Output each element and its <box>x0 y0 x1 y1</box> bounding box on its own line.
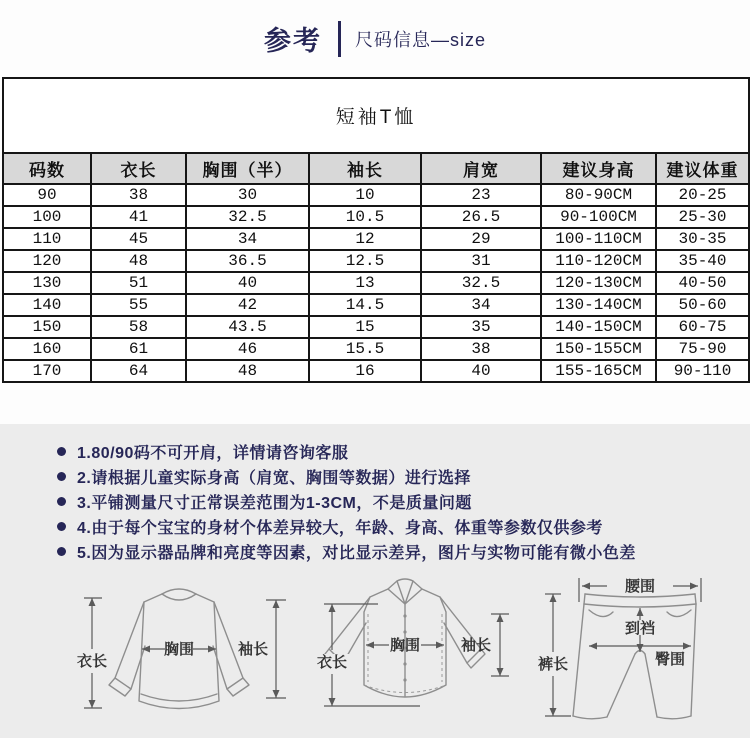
size-cell: 150-155CM <box>541 338 656 360</box>
pants-waist-label: 腰围 <box>624 578 656 595</box>
measurement-diagrams <box>0 570 750 738</box>
size-cell: 38 <box>91 184 186 206</box>
note-item <box>57 514 750 539</box>
note-text: 1.80/90码不可开肩，详情请咨询客服 <box>77 445 349 462</box>
table-row <box>3 316 749 338</box>
pants-diagram-icon <box>523 570 748 738</box>
table-header-row <box>3 153 749 184</box>
size-cell: 90 <box>3 184 91 206</box>
size-cell: 43.5 <box>186 316 309 338</box>
size-cell: 140-150CM <box>541 316 656 338</box>
size-cell: 110-120CM <box>541 250 656 272</box>
note-item <box>57 439 750 464</box>
note-item <box>57 464 750 489</box>
size-cell: 100 <box>3 206 91 228</box>
note-text: 4.由于每个宝宝的身材个体差异较大，年龄、身高、体重等参数仅供参考 <box>77 520 603 537</box>
table-row <box>3 360 749 382</box>
size-cell: 35 <box>421 316 541 338</box>
size-cell: 155-165CM <box>541 360 656 382</box>
size-cell: 42 <box>186 294 309 316</box>
bullet-icon <box>57 522 66 531</box>
size-cell: 34 <box>186 228 309 250</box>
size-cell: 140 <box>3 294 91 316</box>
table-row <box>3 338 749 360</box>
size-cell: 40 <box>186 272 309 294</box>
bullet-icon <box>57 497 66 506</box>
size-cell: 13 <box>309 272 421 294</box>
shirt-length-label: 衣长 <box>316 654 348 671</box>
table-row <box>3 228 749 250</box>
size-cell: 90-100CM <box>541 206 656 228</box>
column-header: 胸围（半） <box>186 153 309 184</box>
size-cell: 100-110CM <box>541 228 656 250</box>
shirt-sleeve-label: 袖长 <box>460 637 492 654</box>
note-item <box>57 489 750 514</box>
size-cell: 10.5 <box>309 206 421 228</box>
shirt-diagram-icon <box>300 574 515 738</box>
column-header: 码数 <box>3 153 91 184</box>
size-cell: 35-40 <box>656 250 749 272</box>
note-text: 3.平铺测量尺寸正常误差范围为1-3CM，不是质量问题 <box>77 495 472 512</box>
size-cell: 40-50 <box>656 272 749 294</box>
table-row <box>3 184 749 206</box>
table-row <box>3 294 749 316</box>
column-header: 袖长 <box>309 153 421 184</box>
note-item <box>57 539 750 564</box>
bullet-icon <box>57 447 66 456</box>
size-cell: 41 <box>91 206 186 228</box>
column-header: 肩宽 <box>421 153 541 184</box>
table-title: 短袖T恤 <box>3 78 749 153</box>
header-divider <box>338 21 341 57</box>
column-header: 建议身高 <box>541 153 656 184</box>
size-cell: 20-25 <box>656 184 749 206</box>
table-row <box>3 206 749 228</box>
note-text: 5.因为显示器品牌和亮度等因素，对比显示差异，图片与实物可能有微小色差 <box>77 545 636 562</box>
notes-list <box>0 424 750 564</box>
size-cell: 150 <box>3 316 91 338</box>
size-cell: 130 <box>3 272 91 294</box>
size-cell: 23 <box>421 184 541 206</box>
sweatshirt-diagram-icon <box>62 574 292 738</box>
size-cell: 38 <box>421 338 541 360</box>
column-header: 衣长 <box>91 153 186 184</box>
size-cell: 75-90 <box>656 338 749 360</box>
column-header: 建议体重 <box>656 153 749 184</box>
size-cell: 50-60 <box>656 294 749 316</box>
size-cell: 12 <box>309 228 421 250</box>
size-cell: 32.5 <box>186 206 309 228</box>
page-subtitle: 尺码信息—size <box>354 29 486 50</box>
size-cell: 80-90CM <box>541 184 656 206</box>
table-row <box>3 272 749 294</box>
size-cell: 26.5 <box>421 206 541 228</box>
size-cell: 120-130CM <box>541 272 656 294</box>
sweatshirt-length-label: 衣长 <box>76 653 108 670</box>
size-cell: 120 <box>3 250 91 272</box>
size-cell: 15 <box>309 316 421 338</box>
size-cell: 110 <box>3 228 91 250</box>
size-cell: 48 <box>186 360 309 382</box>
sweatshirt-sleeve-label: 袖长 <box>237 641 269 658</box>
table-title-row <box>3 78 749 153</box>
size-cell: 14.5 <box>309 294 421 316</box>
bullet-icon <box>57 547 66 556</box>
size-cell: 15.5 <box>309 338 421 360</box>
size-cell: 64 <box>91 360 186 382</box>
note-text: 2.请根据儿童实际身高（肩宽、胸围等数据）进行选择 <box>77 470 471 487</box>
size-cell: 90-110 <box>656 360 749 382</box>
size-cell: 60-75 <box>656 316 749 338</box>
size-cell: 16 <box>309 360 421 382</box>
size-cell: 12.5 <box>309 250 421 272</box>
size-cell: 170 <box>3 360 91 382</box>
size-cell: 25-30 <box>656 206 749 228</box>
size-table <box>2 77 750 383</box>
size-cell: 45 <box>91 228 186 250</box>
size-cell: 130-140CM <box>541 294 656 316</box>
size-cell: 58 <box>91 316 186 338</box>
brand-title: 参考 <box>263 26 322 56</box>
size-cell: 61 <box>91 338 186 360</box>
table-row <box>3 250 749 272</box>
size-cell: 31 <box>421 250 541 272</box>
size-cell: 46 <box>186 338 309 360</box>
size-cell: 30-35 <box>656 228 749 250</box>
sweatshirt-chest-label: 胸围 <box>163 641 195 658</box>
pants-length-label: 裤长 <box>537 656 569 673</box>
size-cell: 30 <box>186 184 309 206</box>
size-cell: 55 <box>91 294 186 316</box>
shirt-chest-label: 胸围 <box>389 637 421 654</box>
page-header <box>0 0 750 77</box>
size-cell: 32.5 <box>421 272 541 294</box>
size-cell: 48 <box>91 250 186 272</box>
size-cell: 51 <box>91 272 186 294</box>
size-cell: 34 <box>421 294 541 316</box>
pants-rise-label: 到裆 <box>624 620 656 637</box>
size-cell: 10 <box>309 184 421 206</box>
pants-hip-label: 臀围 <box>654 651 686 668</box>
bullet-icon <box>57 472 66 481</box>
size-cell: 40 <box>421 360 541 382</box>
size-cell: 29 <box>421 228 541 250</box>
size-cell: 36.5 <box>186 250 309 272</box>
size-cell: 160 <box>3 338 91 360</box>
